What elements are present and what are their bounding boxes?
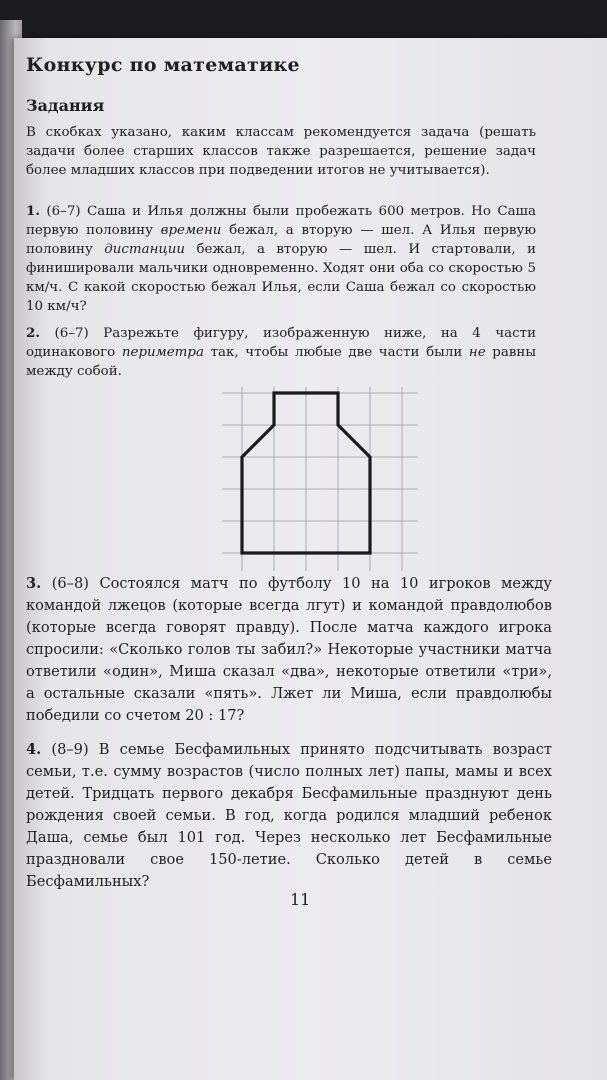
task-2-text-c: равны между собой. (26, 345, 536, 379)
task-1-text-b: бежал, а вторую — шел. А Илья первую половину (26, 223, 536, 257)
section-heading: Задания (26, 96, 105, 115)
task-1 (26, 202, 536, 316)
task-3 (26, 573, 552, 727)
task-1-text-c: бежал, а вторую — шел. И стартовали, и финишировали мальчики одновременно. Ходят они оба со скоростью 5 км/ч. С какой скоростью бежал Илья, если Саша бежал со скоростью 10 км/ч? (26, 242, 536, 314)
task-2-text-b: так, чтобы любые две части были (203, 345, 469, 360)
task-2 (26, 324, 536, 381)
task-1-number: 1. (26, 203, 40, 219)
page-content-lower (26, 573, 552, 893)
page-content-upper (26, 54, 536, 577)
intro-paragraph: В скобках указано, каким классам рекомендуется задача (решать задачи более старших классов также разрешается, решение задач более младших классов при подведении итогов не учитывается). (26, 125, 536, 178)
task-4-grades: (8–9) (51, 741, 89, 758)
grid-figure (222, 387, 422, 577)
grid-lines (222, 387, 418, 571)
task-1-emph-distance: дистанции (104, 242, 185, 257)
task-3-grades: (6–8) (51, 575, 89, 592)
task-2-emph-perimeter: периметра (121, 345, 204, 360)
task-1-emph-time: времени (160, 223, 222, 238)
task-4 (26, 739, 552, 893)
page-number: 11 (290, 890, 311, 909)
task-2-text-a: Разрежьте фигуру, изображенную ниже, на 4 части одинакового (26, 326, 536, 360)
task-1-grades: (6–7) (46, 204, 81, 219)
task-2-grades: (6–7) (54, 326, 89, 341)
task-2-emph-not: не (468, 345, 486, 360)
task-4-number: 4. (26, 741, 42, 758)
task-1-text-a: Саша и Илья должны были пробежать 600 метров. Но Саша первую половину (26, 204, 536, 238)
page-heading: Конкурс по математике (26, 54, 300, 76)
task-4-text: В семье Бесфамильных принято подсчитывать возраст семьи, т.е. сумму возрастов (число полных лет) папы, мамы и всех детей. Тридцать первого декабря Бесфамильные празднуют день рождения своей семьи. В год, когда родился младший ребенок Даша, семье был 101 год. Через несколько лет Бесфамильные праздновали свое 150-летие. Сколько детей в семье Бесфамильных? (26, 741, 552, 890)
grid-figure-svg (222, 387, 422, 577)
task-3-text: Состоялся матч по футболу 10 на 10 игроков между командой лжецов (которые всегда лгут) и командой правдолюбов (которые всегда говорят правду). После матча каждого игрока спросили: «Сколько голов ты забил?» Некоторые участники матча ответили «один», Миша сказал «два», некоторые ответили «три», а остальные сказали «пять». Лжет ли Миша, если правдолюбы победили со счетом 20 : 17? (26, 575, 552, 724)
task-3-number: 3. (26, 575, 42, 592)
task-2-number: 2. (26, 325, 40, 341)
